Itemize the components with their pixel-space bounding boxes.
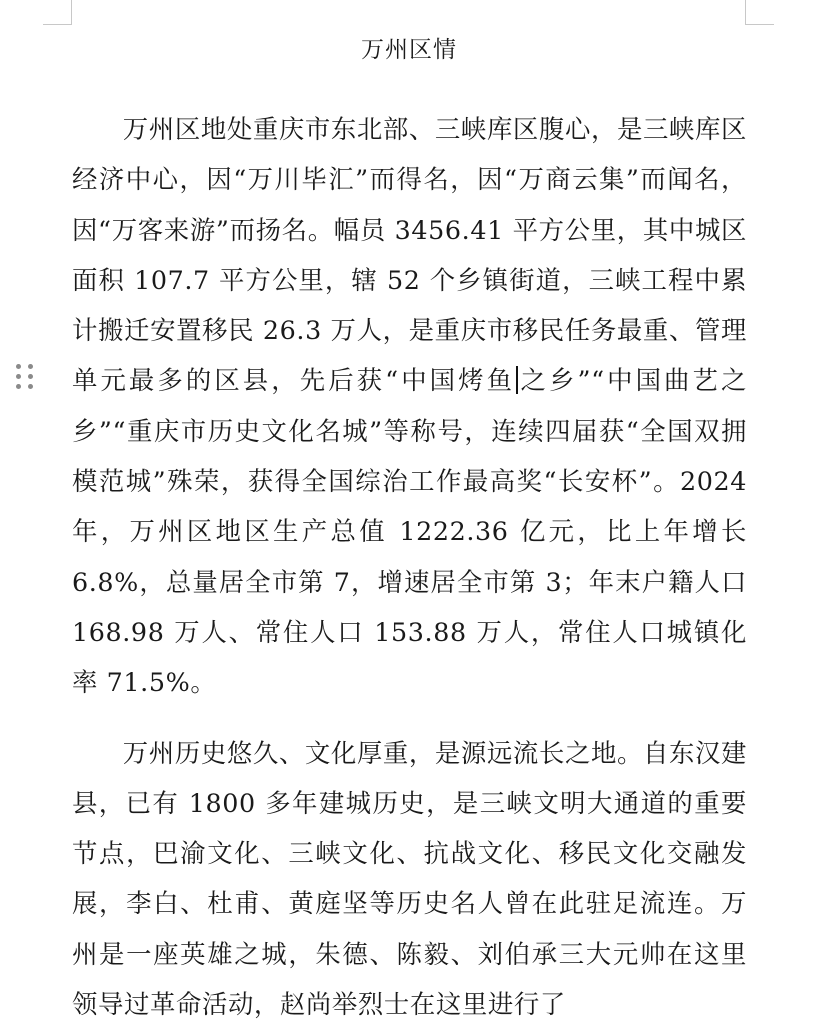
- drag-dot: [16, 364, 21, 369]
- drag-dot: [28, 384, 33, 389]
- paragraph-2-text: 万州历史悠久、文化厚重，是源远流长之地。自东汉建县，已有 1800 多年建城历史，是三峡文明大通道的重要节点，巴渝文化、三峡文化、抗战文化、移民文化交融发展，李白、杜甫、黄庭坚等历史名人曾在此驻足流连。万州是一座英雄之城，朱德、陈毅、刘伯承三大元帅在这里领导过革命活动，赵尚举烈士在这里进行了: [72, 737, 747, 1020]
- document-body[interactable]: [72, 104, 747, 1029]
- document-title[interactable]: 万州区情: [361, 37, 457, 63]
- drag-dot: [16, 374, 21, 379]
- drag-handle-icon[interactable]: [16, 364, 34, 390]
- crop-mark-top-right: [745, 0, 774, 25]
- paragraph-1-text-after-cursor: 之乡”“中国曲艺之乡”“重庆市历史文化名城”等称号，连续四届获“全国双拥模范城”殊荣，获得全国综治工作最高奖“长安杯”。2024 年，万州区地区生产总值 1222.36 亿元，比上年增长 6.8%，总量居全市第 7，增速居全市第 3；年末户籍人口 168.98 万人、常住人口 153.88 万人，常住人口城镇化率 71.5%。: [72, 365, 747, 698]
- paragraph-1-text-before-cursor: 万州区地处重庆市东北部、三峡库区腹心，是三峡库区经济中心，因“万川毕汇”而得名，因“万商云集”而闻名，因“万客来游”而扬名。幅员 3456.41 平方公里，其中城区面积 107.7 平方公里，辖 52 个乡镇街道，三峡工程中累计搬迁安置移民 26.3 万人，是重庆市移民任务最重、管理单元最多的区县，先后获“中国烤鱼: [72, 114, 747, 396]
- paragraph-1[interactable]: [72, 104, 747, 708]
- drag-dot: [28, 374, 33, 379]
- drag-dot: [16, 384, 21, 389]
- crop-mark-top-left: [43, 0, 72, 25]
- paragraph-2[interactable]: [72, 728, 747, 1029]
- drag-dot: [28, 364, 33, 369]
